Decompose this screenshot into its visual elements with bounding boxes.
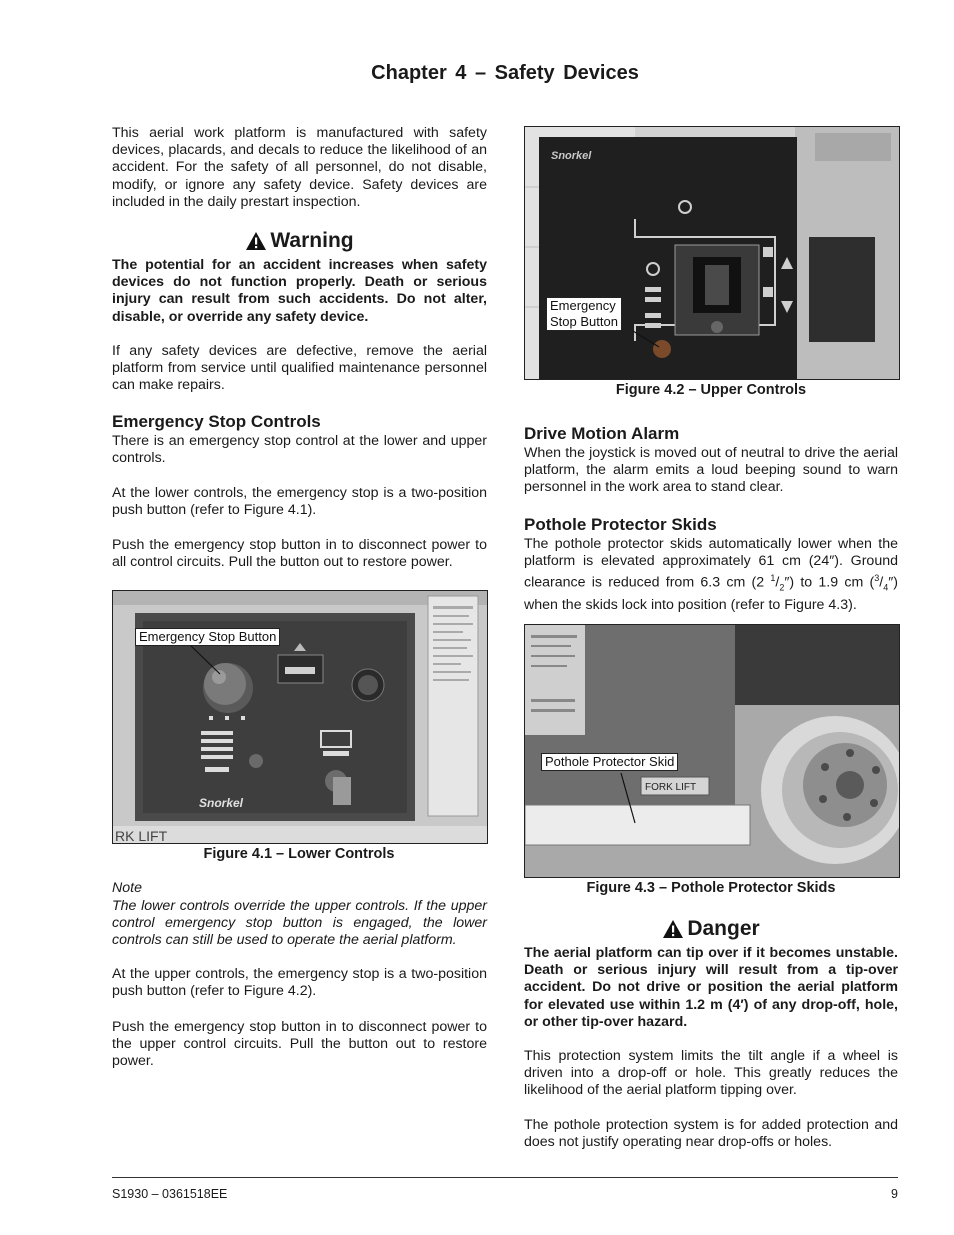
snorkel-logo-text-2: Snorkel	[551, 150, 592, 162]
pps-text-b: ″) to 1.9 cm (	[784, 575, 875, 592]
warning-triangle-icon	[245, 231, 267, 251]
figure-4-1-caption: Figure 4.1 – Lower Controls	[203, 846, 395, 862]
note-label: Note	[112, 880, 142, 896]
upper-emergency-stop-callout-line2: Stop Button	[550, 314, 618, 329]
pps-frac2-den: 4	[883, 582, 889, 593]
figure-4-3-caption: Figure 4.3 – Pothole Protector Skids	[586, 880, 836, 896]
drive-motion-alarm-heading: Drive Motion Alarm	[524, 424, 680, 443]
figure-pothole-skids-photo	[524, 624, 900, 878]
figure-lower-controls-photo	[112, 590, 488, 844]
danger-heading-label: Danger	[687, 917, 760, 940]
esc-paragraph-1: There is an emergency stop control at the lower and upper controls.	[112, 433, 487, 467]
pothole-protector-text: The pothole protector skids automatically lower when the platform is elevated approximately 61 cm (24″). Ground clearance is reduced from 6.3 cm (2 $^1/_2''$) to 1.9 cm $(^3/_4'')$ when the skids lock into position (refer to Figure 4.3).	[524, 536, 898, 614]
note-text: The lower controls override the upper controls. If the upper control emergency stop button is engaged, the lower controls can still be used to operate the aerial platform.	[112, 898, 487, 949]
fork-lift-decal-text: RK LIFT	[115, 828, 168, 843]
esc-paragraph-2: At the lower controls, the emergency stop is a two-position push button (refer to Figure 4.1).	[112, 485, 487, 519]
intro-paragraph: This aerial work platform is manufactured with safety devices, placards, and decals to reduce the likelihood of an accident. For the safety of all personnel, do not disable, modify, or ignore any safety device. Safety devices are included in the daily prestart inspection.	[112, 125, 487, 210]
drive-motion-alarm-text: When the joystick is moved out of neutral to drive the aerial platform, the alarm emits a loud beeping sound to warn personnel in the work area to stand clear.	[524, 445, 898, 496]
warning-heading-label: Warning	[270, 229, 354, 252]
esc-paragraph-3: Push the emergency stop button in to disconnect power to all control circuits. Pull the button out to restore power.	[112, 537, 487, 571]
emergency-stop-button-callout: Emergency Stop Button	[135, 628, 280, 646]
upper-paragraph-1: At the upper controls, the emergency stop is a two-position push button (refer to Figure 4.2).	[112, 966, 487, 1000]
figure-4-2-caption: Figure 4.2 – Upper Controls	[615, 382, 807, 398]
footer-page-number: 9	[891, 1187, 898, 1201]
danger-heading	[524, 917, 898, 941]
pothole-skids-image	[525, 625, 899, 877]
upper-emergency-stop-callout-line1: Emergency	[550, 298, 616, 313]
warning-text: The potential for an accident increases when safety devices do not function properly. Death or serious injury can result from such accidents. Do not alter, disable, or override any safety device.	[112, 257, 487, 325]
danger-triangle-icon	[662, 919, 684, 939]
pothole-protector-heading: Pothole Protector Skids	[524, 515, 717, 534]
upper-paragraph-2: Push the emergency stop button in to disconnect power to the upper control circuits. Pull the button out to restore power.	[112, 1019, 487, 1070]
warning-heading	[112, 229, 487, 253]
protection-paragraph-2: The pothole protection system is for added protection and does not justify operating near drop-offs or holes.	[524, 1117, 898, 1151]
pps-frac1-den: 2	[779, 582, 785, 593]
pothole-protector-skid-callout: Pothole Protector Skid	[541, 753, 678, 771]
pps-frac2-num: 3	[874, 573, 880, 584]
pps-frac1-num: 1	[770, 573, 776, 584]
figure-upper-controls-photo	[524, 126, 900, 380]
emergency-stop-heading: Emergency Stop Controls	[112, 412, 321, 431]
defective-paragraph: If any safety devices are defective, remove the aerial platform from service until qualified maintenance personnel can make repairs.	[112, 343, 487, 394]
footer-rule	[112, 1177, 898, 1178]
fork-lift-skid-text: FORK LIFT	[645, 782, 697, 793]
page-title: Chapter 4 – Safety Devices	[371, 62, 639, 84]
upper-callout-leader	[525, 127, 899, 379]
pps-text-c: ″) when the skids lock into position (refer to Figure 4.3).	[524, 575, 898, 614]
protection-paragraph-1: This protection system limits the tilt angle if a wheel is driven into a drop-off or hole. This greatly reduces the likelihood of the aerial platform tipping over.	[524, 1048, 898, 1099]
footer-document-id: S1930 – 0361518EE	[112, 1187, 228, 1201]
pps-text-a: The pothole protector skids automatically lower when the platform is elevated approximately 61 cm (24″). Ground clearance is reduced from 6.3 cm (2	[524, 536, 898, 592]
snorkel-logo-text-1: Snorkel	[199, 796, 244, 810]
danger-text: The aerial platform can tip over if it becomes unstable. Death or serious injury will result from a tip-over accident. Do not drive or position the aerial platform for elevated use within 1.2 m (4′) of any drop-off, hole, or other tip-over hazard.	[524, 945, 898, 1030]
